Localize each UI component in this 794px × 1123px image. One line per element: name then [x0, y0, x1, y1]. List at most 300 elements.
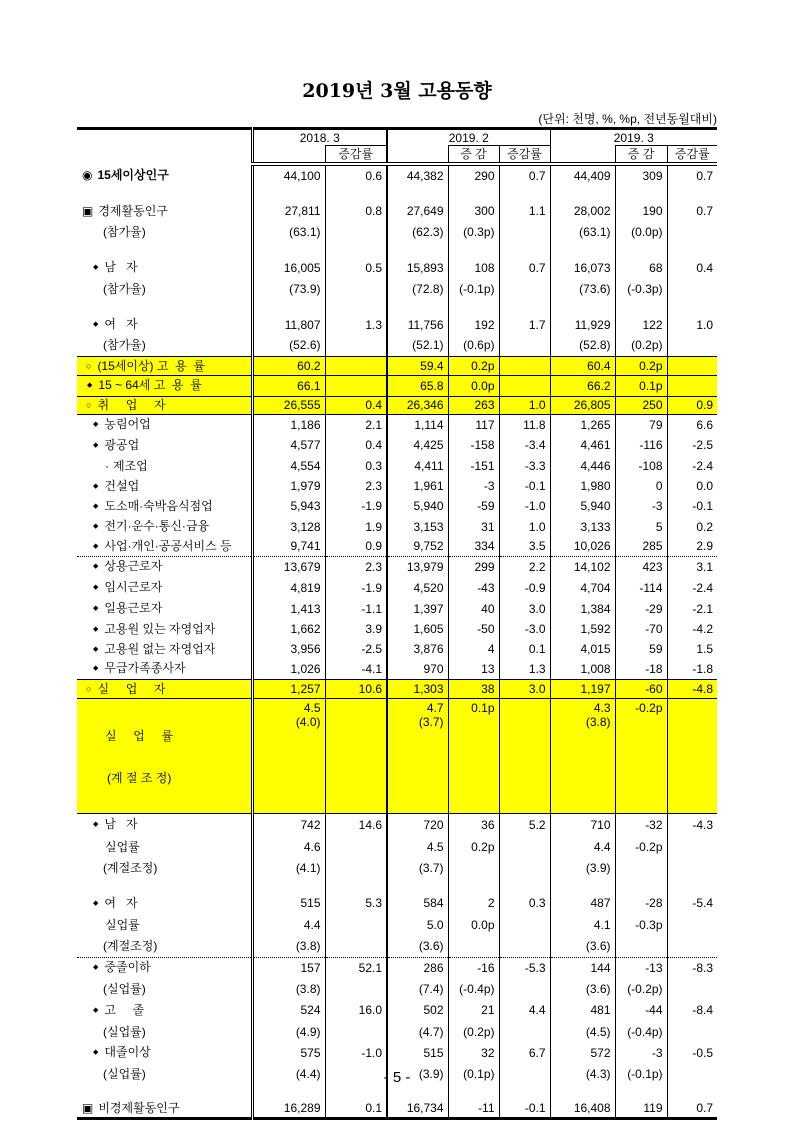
v-2019-02: (4.7) [387, 1021, 448, 1042]
chg-2019-02: -151 [448, 455, 499, 476]
chg-2019-02: 334 [448, 537, 499, 556]
v-2018-03: (3.8) [252, 936, 325, 957]
v-2019-03: 4,461 [550, 435, 615, 455]
rate-2018-03: 2.3 [325, 476, 387, 496]
table-row [77, 857, 717, 878]
row-label-text: 실 업 률 [105, 728, 174, 743]
row-label [77, 556, 252, 577]
rate-2019-03: 1.5 [696, 642, 714, 656]
row-label [77, 813, 252, 836]
chg-2019-02: 0.0p [448, 914, 499, 936]
spacer-cell [499, 186, 550, 200]
v-2019-02: 4,425 [387, 435, 448, 455]
table-row [77, 978, 717, 999]
row-label-text: (15세이상) 고 용 률 [97, 358, 205, 373]
rate-2018-03: 0.4 [325, 396, 387, 414]
v-2019-02: (52.1) [387, 335, 448, 356]
chg-2019-03: -28 [615, 892, 667, 914]
chg-2019-03: 0 [615, 476, 667, 496]
diamond-bullet-icon: ◆ [93, 482, 99, 490]
row-label [77, 957, 252, 978]
rate-2019-02 [499, 356, 550, 375]
rate-2018-03 [325, 375, 387, 396]
rate-2019-02: 6.7 [499, 1042, 550, 1063]
rate-2018-03: 1.9 [325, 516, 387, 537]
rate-2019-02: 5.2 [499, 813, 550, 836]
chg-2019-03: (0.2p) [615, 335, 667, 356]
v-2018-03: 16,289 [252, 1100, 325, 1118]
chg-2019-02: 21 [448, 999, 499, 1021]
diamond-bullet-icon: ◆ [93, 645, 99, 653]
rate-2019-02: -0.9 [499, 577, 550, 598]
rate-2019-03 [667, 857, 717, 878]
header-sub-empty [387, 146, 448, 165]
employment-table-container [77, 127, 717, 1120]
rate-2019-02: 2.2 [499, 556, 550, 577]
row-label-text: 중졸이하 [104, 960, 151, 975]
rate-2018-03 [325, 914, 387, 936]
row-label-text: 고용원 있는 자영업자 [104, 621, 216, 636]
diamond-bullet-icon: ◆ [93, 1006, 99, 1014]
v-2018-03: (63.1) [252, 221, 325, 242]
table-row [77, 1042, 717, 1063]
row-label-text: 상용근로자 [104, 559, 163, 574]
rate-2019-03: -5.4 [692, 896, 714, 910]
diamond-bullet-icon: ◆ [93, 542, 99, 550]
v-2019-02: 9,752 [387, 537, 448, 556]
v-2018-03: 4,819 [252, 577, 325, 598]
chg-2019-02: 299 [448, 556, 499, 577]
row-label-text: 농림어업 [104, 417, 151, 432]
v-2018-03: 1,257 [252, 679, 325, 698]
chg-2019-02: 263 [448, 396, 499, 414]
v-2019-02: 4,411 [387, 455, 448, 476]
rate-2018-03: -1.1 [325, 598, 387, 619]
spacer-cell [77, 1084, 252, 1100]
v-2019-03: 16,073 [550, 257, 615, 278]
v-2019-02: 1,961 [387, 476, 448, 496]
rate-2019-03: 0.7 [696, 203, 714, 218]
spacer-cell [77, 299, 252, 314]
rate-2019-02: 1.7 [499, 314, 550, 335]
rate-2019-03: -1.8 [692, 661, 714, 676]
value-line: 4.7 [426, 700, 444, 715]
table-row [77, 516, 717, 537]
rate-2018-03 [325, 278, 387, 299]
value-line: 4.3 [593, 700, 611, 715]
fisheye-bullet-icon: ◉ [82, 168, 93, 182]
chg-2019-02: 40 [448, 598, 499, 619]
table-row [77, 278, 717, 299]
table-row [77, 455, 717, 476]
row-label-text: 일용근로자 [104, 601, 163, 615]
v-2018-03: (73.9) [252, 278, 325, 299]
chg-2019-02: (0.1p) [448, 1063, 499, 1084]
v-2018-03: 1,413 [252, 598, 325, 619]
spacer-cell [499, 878, 550, 892]
rate-2018-03: -1.0 [325, 1042, 387, 1063]
v-2018-03: 1,662 [252, 619, 325, 639]
spacer-cell [387, 299, 448, 314]
v-2019-02: (7.4) [387, 978, 448, 999]
v-2018-03: 13,679 [252, 556, 325, 577]
chg-2019-02: 13 [448, 659, 499, 679]
rate-2019-03: -8.4 [692, 1003, 714, 1017]
row-label [77, 200, 252, 221]
page-title: 2019년 3월 고용동향 [302, 80, 492, 102]
chg-2019-03: (-0.1p) [615, 1063, 667, 1084]
spacer-cell [77, 878, 252, 892]
table-row [77, 476, 717, 496]
row-label [77, 314, 252, 335]
rate-2019-02 [499, 375, 550, 396]
v-2019-03: 3,133 [550, 516, 615, 537]
chg-2019-03: (-0.2p) [615, 978, 667, 999]
row-label [77, 476, 252, 496]
page-number: - 5 - [383, 1069, 411, 1086]
rate-2018-03: 0.4 [325, 435, 387, 455]
rate-2019-02: 3.0 [499, 679, 550, 698]
row-label: (참가율) [77, 278, 252, 299]
row-label-text: 남 자 [104, 260, 138, 274]
spacer-cell [252, 242, 325, 257]
rate-2019-02: -1.0 [499, 496, 550, 516]
chg-2019-03: -0.2p [615, 698, 667, 813]
v-2019-03: 1,265 [550, 414, 615, 435]
chg-2019-02: 192 [448, 314, 499, 335]
rate-2019-02: -3.4 [499, 435, 550, 455]
row-label-text: 건설업 [104, 478, 140, 493]
table-row [77, 1021, 717, 1042]
v-2019-02: (72.8) [387, 278, 448, 299]
diamond-bullet-icon: ◆ [93, 584, 99, 591]
v-2018-03: 524 [252, 999, 325, 1021]
table-row [77, 164, 717, 186]
row-label-text: 여 자 [104, 317, 138, 331]
row-label: (실업률) [77, 1021, 252, 1042]
rate-2019-03 [667, 221, 717, 242]
table-row [77, 598, 717, 619]
chg-2019-02: -16 [448, 957, 499, 978]
v-2019-02: 13,979 [387, 556, 448, 577]
row-label-text: 15세이상인구 [97, 168, 169, 182]
row-label [77, 375, 252, 396]
chg-2019-02: 36 [448, 813, 499, 836]
rate-2019-02: -3.3 [499, 455, 550, 476]
rate-2019-02: 3.5 [499, 537, 550, 556]
v-2018-03: 9,741 [252, 537, 325, 556]
v-2019-02: 3,153 [387, 516, 448, 537]
chg-2019-03: 0.2p [615, 356, 667, 375]
diamond-bullet-icon: ◆ [93, 421, 99, 429]
diamond-bullet-icon: ◆ [93, 605, 99, 612]
header-change-2019-03: 증 감 [615, 146, 667, 165]
chg-2019-03: 285 [615, 537, 667, 556]
spacer-cell [615, 186, 667, 200]
row-label-text: 제조업 [113, 458, 148, 473]
v-2018-03: (4.9) [252, 1021, 325, 1042]
v-2018-03 [252, 698, 325, 813]
v-2019-03: (63.1) [550, 221, 615, 242]
rate-2019-02 [499, 936, 550, 957]
row-label [77, 598, 252, 619]
rate-2018-03: 0.9 [325, 537, 387, 556]
chg-2019-03: -70 [615, 619, 667, 639]
spacer-cell [448, 299, 499, 314]
spacer-cell [325, 1084, 387, 1100]
row-label-text: 여 자 [104, 895, 138, 910]
rate-2018-03: 0.6 [325, 164, 387, 186]
rate-2019-03: -0.5 [692, 1045, 714, 1060]
spacer-cell [325, 299, 387, 314]
rate-2018-03: 52.1 [325, 957, 387, 978]
spacer-cell [499, 299, 550, 314]
rate-2019-03: 0.2 [696, 519, 714, 534]
chg-2019-03: -3 [615, 496, 667, 516]
row-label-text: 고 졸 [104, 1002, 145, 1017]
v-2019-03: 487 [550, 892, 615, 914]
rate-2019-02: 1.1 [499, 200, 550, 221]
chg-2019-03: 250 [615, 396, 667, 414]
spacer-cell [325, 242, 387, 257]
spacer-cell [387, 1084, 448, 1100]
rate-2018-03 [325, 356, 387, 375]
v-2019-02: 515 [387, 1042, 448, 1063]
middle-dot-bullet-icon: · [105, 458, 109, 473]
header-change-2019-02: 증 감 [448, 146, 499, 165]
rate-2019-02 [499, 1021, 550, 1042]
spacer-cell [615, 299, 667, 314]
v-2019-03: 572 [550, 1042, 615, 1063]
spacer-cell [667, 1084, 717, 1100]
chg-2019-03: 423 [615, 556, 667, 577]
v-2019-02: 27,649 [387, 200, 448, 221]
chg-2019-03: -32 [615, 813, 667, 836]
square-bullet-icon: ▣ [82, 1101, 94, 1116]
v-2018-03: 1,979 [252, 476, 325, 496]
table-row [77, 914, 717, 936]
v-2019-03: 1,384 [550, 598, 615, 619]
spacer-cell [667, 878, 717, 892]
v-2019-03: (3.9) [550, 857, 615, 878]
chg-2019-02: -3 [448, 476, 499, 496]
table-row [77, 221, 717, 242]
rate-2018-03: -2.5 [325, 639, 387, 659]
v-2019-02: 502 [387, 999, 448, 1021]
rate-2019-02: 11.8 [499, 414, 550, 435]
table-row [77, 335, 717, 356]
header-rate-2019-03: 증감률 [667, 146, 717, 165]
v-2018-03: 5,943 [252, 496, 325, 516]
v-2019-02: 286 [387, 957, 448, 978]
row-label [77, 639, 252, 659]
rate-2019-02 [499, 698, 550, 813]
row-label: (참가율) [77, 335, 252, 356]
rate-2019-03: 2.9 [667, 537, 717, 556]
v-2018-03: 515 [252, 892, 325, 914]
v-2019-03: 66.2 [550, 375, 615, 396]
rate-2019-02: -3.0 [499, 619, 550, 639]
spacer-cell [387, 878, 448, 892]
rate-2019-03 [667, 1021, 717, 1042]
row-label-text: 대졸이상 [104, 1045, 151, 1059]
table-row [77, 537, 717, 556]
spacer-cell [550, 186, 615, 200]
v-2019-03: 28,002 [550, 200, 615, 221]
row-label: (참가율) [77, 221, 252, 242]
rate-2018-03: 10.6 [325, 679, 387, 698]
table-row [77, 836, 717, 857]
rate-2018-03 [325, 936, 387, 957]
table-row [77, 892, 717, 914]
chg-2019-02: 2 [448, 892, 499, 914]
v-2018-03: 16,005 [252, 257, 325, 278]
v-2019-02: 1,397 [387, 598, 448, 619]
row-label-text: 15 ~ 64세 고 용 률 [98, 378, 202, 392]
row-label-text: 전기·운수·통신·금융 [104, 519, 210, 533]
spacer-cell [448, 242, 499, 257]
spacer-cell [667, 186, 717, 200]
spacer-cell [387, 242, 448, 257]
v-2018-03: (52.6) [252, 335, 325, 356]
chg-2019-02: (0.6p) [448, 335, 499, 356]
spacer-cell [499, 1084, 550, 1100]
v-2019-02: 1,303 [387, 679, 448, 698]
employment-table [77, 127, 717, 1120]
v-2019-02: (3.7) [387, 857, 448, 878]
chg-2019-02: 300 [448, 200, 499, 221]
table-row [77, 957, 717, 978]
row-label-text: 비경제활동인구 [98, 1101, 180, 1116]
rate-2019-03: 0.4 [696, 260, 714, 275]
rate-2019-03 [667, 836, 717, 857]
chg-2019-02: 4 [448, 639, 499, 659]
header-row-periods [77, 129, 717, 146]
diamond-bullet-icon: ◆ [93, 321, 99, 328]
rate-2019-02 [499, 836, 550, 857]
row-label [77, 164, 252, 186]
chg-2019-03 [615, 936, 667, 957]
spacer-cell [667, 299, 717, 314]
rate-2019-03 [667, 698, 717, 813]
chg-2019-03: -18 [615, 659, 667, 679]
rate-2018-03 [325, 335, 387, 356]
rate-2018-03 [325, 1021, 387, 1042]
spacer-cell [325, 186, 387, 200]
v-2018-03: 4,577 [252, 435, 325, 455]
v-2019-02: (3.6) [387, 936, 448, 957]
chg-2019-03: (-0.3p) [615, 278, 667, 299]
header-label-cell [77, 129, 252, 165]
diamond-bullet-icon: ◆ [93, 821, 99, 829]
row-label [77, 516, 252, 537]
v-2019-02: 26,346 [387, 396, 448, 414]
chg-2019-03: 0.1p [615, 375, 667, 396]
rate-2018-03 [325, 836, 387, 857]
rate-2019-03 [667, 914, 717, 936]
header-period-2019-03: 2019. 3 [613, 130, 654, 145]
rate-2018-03: 0.5 [325, 257, 387, 278]
rate-2019-03: 0.7 [696, 1101, 714, 1116]
spacer-row [77, 242, 717, 257]
spacer-cell [77, 242, 252, 257]
v-2018-03: 27,811 [252, 200, 325, 221]
row-label [77, 892, 252, 914]
v-2019-02: 44,382 [387, 164, 448, 186]
v-2018-03: 60.2 [252, 356, 325, 375]
v-2018-03: 4,554 [252, 455, 325, 476]
v-2019-03: 1,592 [550, 619, 615, 639]
rate-2019-02: 4.4 [499, 999, 550, 1021]
table-row [77, 659, 717, 679]
row-label [77, 659, 252, 679]
v-2018-03: 3,956 [252, 639, 325, 659]
v-2019-02: 3,876 [387, 639, 448, 659]
rate-2019-03 [667, 936, 717, 957]
chg-2019-03: 59 [615, 639, 667, 659]
header-period-2018-03: 2018. 3 [252, 129, 387, 146]
rate-2018-03: -4.1 [325, 659, 387, 679]
v-2018-03: (3.8) [252, 978, 325, 999]
chg-2019-02: (-0.1p) [448, 278, 499, 299]
chg-2019-02: 117 [448, 414, 499, 435]
spacer-cell [615, 1084, 667, 1100]
chg-2019-03: (0.0p) [615, 221, 667, 242]
v-2019-03: 1,980 [550, 476, 615, 496]
spacer-row [77, 1084, 717, 1100]
v-2019-02: 59.4 [387, 356, 448, 375]
row-label [77, 356, 252, 375]
chg-2019-02: 290 [448, 164, 499, 186]
rate-2019-02: 1.0 [499, 516, 550, 537]
spacer-cell [667, 242, 717, 257]
row-label: (계절조정) [77, 936, 252, 957]
v-2019-02: 65.8 [387, 375, 448, 396]
rate-2018-03: 0.1 [325, 1100, 387, 1118]
rate-2019-03: 6.6 [696, 417, 714, 432]
table-row [77, 314, 717, 335]
rate-2018-03 [325, 978, 387, 999]
row-label-text: 남 자 [104, 817, 138, 832]
row-label [77, 257, 252, 278]
v-2018-03: 26,555 [252, 396, 325, 414]
rate-2019-02: 0.1 [499, 639, 550, 659]
v-2019-03: (3.6) [550, 936, 615, 957]
row-label-text: 임시근로자 [104, 580, 163, 594]
rate-2019-03 [667, 356, 717, 375]
rate-2018-03 [325, 857, 387, 878]
table-row-highlighted [77, 356, 717, 375]
row-label [77, 396, 252, 414]
v-2019-02: 11,756 [387, 314, 448, 335]
v-2019-03: 144 [550, 957, 615, 978]
v-2019-02: 1,605 [387, 619, 448, 639]
rate-2019-02: -0.1 [499, 1100, 550, 1118]
row-label [77, 679, 252, 698]
v-2019-02 [387, 698, 448, 813]
row-label: (실업률) [77, 1063, 252, 1084]
circle-bullet-icon: ○ [86, 683, 92, 694]
rate-2018-03: 14.6 [325, 813, 387, 836]
row-label [77, 999, 252, 1021]
chg-2019-03: -13 [615, 957, 667, 978]
rate-2019-03 [667, 978, 717, 999]
spacer-row [77, 878, 717, 892]
v-2019-02: 4.5 [387, 836, 448, 857]
chg-2019-02: (0.2p) [448, 1021, 499, 1042]
chg-2019-02: -11 [448, 1100, 499, 1118]
v-2019-03: (3.6) [550, 978, 615, 999]
